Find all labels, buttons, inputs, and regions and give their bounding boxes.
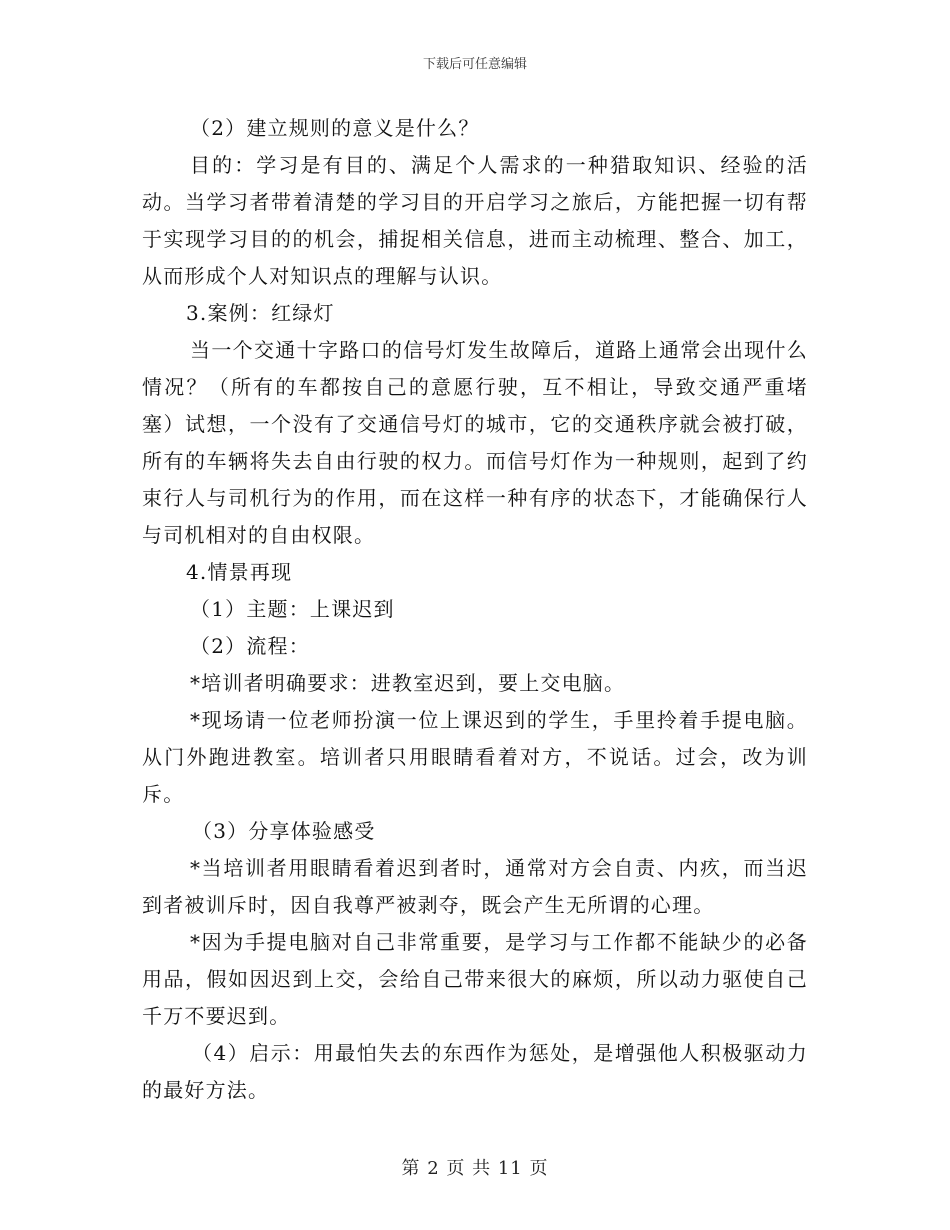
- document-body: [142, 110, 808, 1109]
- paragraph-theme: （1）主题：上课迟到: [190, 597, 395, 621]
- paragraph-requirement: *培训者明确要求：进教室迟到，要上交电脑。: [190, 671, 626, 695]
- paragraph-traffic-light: 当一个交通十字路口的信号灯发生故障后，道路上通常会出现什么情况？（所有的车都按自己的意愿行驶，互不相让，导致交通严重堵塞）试想，一个没有了交通信号灯的城市，它的交通秩序就会被打破，所有的车辆将失去自由行驶的权力。而信号灯作为一种规则，起到了约束行人与司机行为的作用，而在这样一种有序的状态下，才能确保行人与司机相对的自由权限。: [142, 338, 808, 547]
- paragraph-process: （2）流程：: [190, 634, 310, 658]
- paragraph-feeling-2: *因为手提电脑对自己非常重要，是学习与工作都不能缺少的必备用品，假如因迟到上交，会给自己带来很大的麻烦，所以动力驱使自己千万不要迟到。: [142, 930, 808, 1028]
- paragraph-purpose: 目的：学习是有目的、满足个人需求的一种猎取知识、经验的活动。当学习者带着清楚的学习目的开启学习之旅后，方能把握一切有帮于实现学习目的的机会，捕捉相关信息，进而主动梳理、整合、加工，从而形成个人对知识点的理解与认识。: [142, 153, 808, 288]
- paragraph-question-rule-meaning: （2）建立规则的意义是什么？: [190, 116, 480, 140]
- paragraph-roleplay: *现场请一位老师扮演一位上课迟到的学生，手里拎着手提电脑。从门外跑进教室。培训者只用眼睛看着对方，不说话。过会，改为训斥。: [142, 708, 808, 806]
- page-footer: 第 2 页 共 11 页: [401, 1158, 549, 1179]
- paragraph-feeling-1: *当培训者用眼睛看着迟到者时，通常对方会自责、内疚，而当迟到者被训斥时，因自我尊严被剥夺，既会产生无所谓的心理。: [142, 856, 808, 917]
- page-header: 下载后可任意编辑: [422, 57, 527, 72]
- paragraph-share-experience: （3）分享体验感受: [192, 819, 376, 843]
- heading-case-traffic-light: 3.案例：红绿灯: [186, 301, 335, 325]
- paragraph-insight: （4）启示：用最怕失去的东西作为惩处，是增强他人积极驱动力的最好方法。: [142, 1041, 808, 1102]
- heading-scenario: 4.情景再现: [186, 560, 293, 584]
